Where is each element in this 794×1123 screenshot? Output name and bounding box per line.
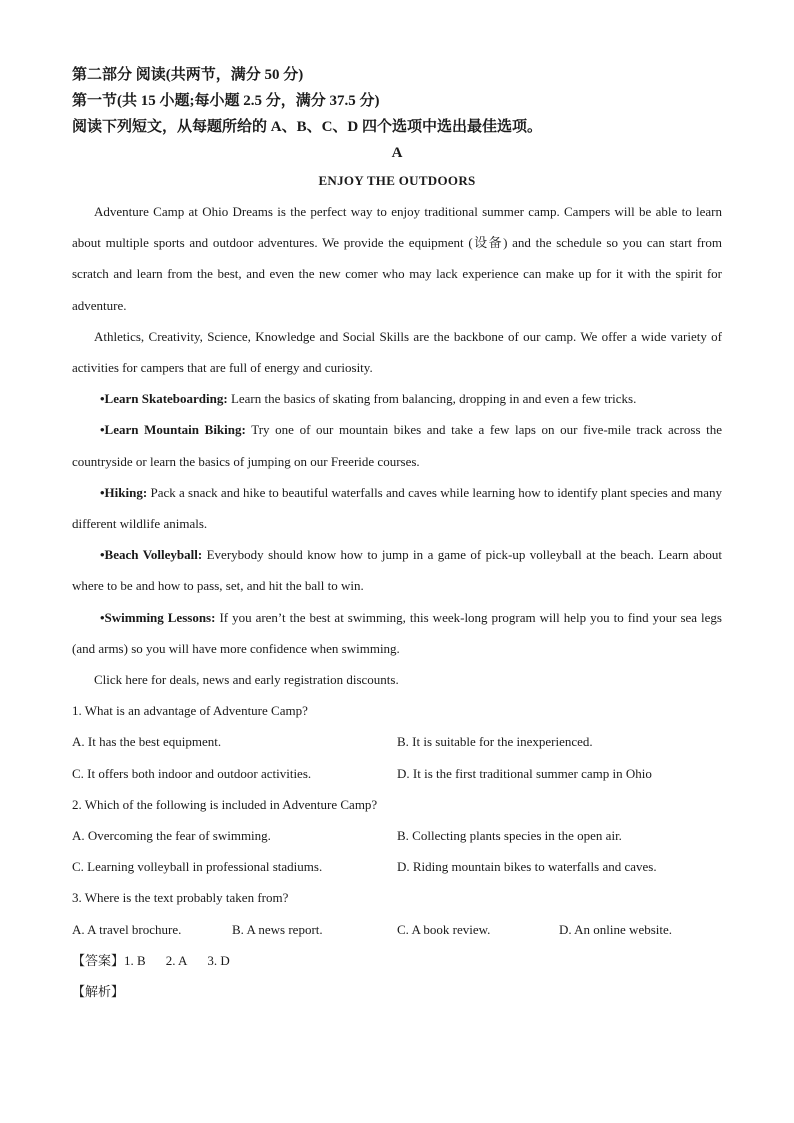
option-b: B. A news report. — [232, 921, 323, 937]
analysis-label: 【解析】 — [72, 984, 125, 1000]
instructions: 阅读下列短文，从每题所给的 A、B、C、D 四个选项中选出最佳选项。 — [72, 119, 543, 135]
question-2-options-row-1 — [72, 820, 722, 851]
activity-swimming-lessons — [72, 602, 722, 664]
answer-1: 1. B — [124, 952, 146, 968]
activity-heading: •Swimming Lessons: — [100, 609, 216, 625]
question-2-stem: 2. Which of the following is included in Adventure Camp? — [72, 796, 378, 812]
activity-heading: •Beach Volleyball: — [100, 547, 203, 563]
activity-heading: •Learn Mountain Biking: — [100, 422, 246, 438]
answer-3: 3. D — [207, 952, 230, 968]
activity-heading: •Hiking: — [100, 484, 148, 500]
option-d: D. Riding mountain bikes to waterfalls and caves. — [397, 859, 657, 875]
activity-text: Pack a snack and hike to beautiful waterfalls and caves while learning how to identify plant species and many different wildlife animals. — [72, 484, 722, 532]
activity-mountain-biking — [72, 414, 722, 476]
question-1-stem: 1. What is an advantage of Adventure Camp? — [72, 703, 308, 719]
subsection-heading: 第一节(共 15 小题;每小题 2.5 分，满分 37.5 分) — [72, 93, 380, 109]
document-page — [72, 62, 722, 1007]
option-c: C. A book review. — [397, 921, 491, 937]
activity-text: If you aren’t the best at swimming, this week-long program will help you to find your sea legs (and arms) so you will have more confidence when swimming. — [72, 609, 722, 656]
option-a: A. It has the best equipment. — [72, 734, 222, 750]
passage-title: ENJOY THE OUTDOORS — [318, 173, 476, 188]
activity-hiking — [72, 477, 722, 539]
section-heading: 第二部分 阅读(共两节，满分 50 分) — [72, 67, 304, 83]
option-b: B. It is suitable for the inexperienced. — [397, 734, 593, 750]
option-d: D. It is the first traditional summer camp in Ohio — [397, 765, 652, 781]
answer-key — [72, 945, 722, 976]
answer-label: 【答案】 — [72, 952, 125, 968]
question-2-options-row-2 — [72, 851, 722, 882]
question-1-options-row-2 — [72, 758, 722, 789]
question-3-stem: 3. Where is the text probably taken from? — [72, 890, 289, 906]
option-b: B. Collecting plants species in the open air. — [397, 828, 622, 844]
question-3-options — [72, 914, 722, 945]
option-a: A. Overcoming the fear of swimming. — [72, 828, 271, 844]
option-d: D. An online website. — [559, 921, 673, 937]
activity-skateboarding — [72, 383, 722, 414]
activity-beach-volleyball — [72, 539, 722, 601]
option-a: A. A travel brochure. — [72, 921, 182, 937]
passage-closing: Click here for deals, news and early registration discounts. — [94, 672, 399, 688]
passage-letter: A — [391, 145, 403, 161]
passage-paragraph-2: Athletics, Creativity, Science, Knowledge and Social Skills are the backbone of our camp. We offer a wide variety of activities for campers that are full of energy and curiosity. — [72, 328, 722, 376]
passage-paragraph-1: Adventure Camp at Ohio Dreams is the perfect way to enjoy traditional summer camp. Campers will be able to learn about multiple sports and outdoor adventures. We provide the equipment (设备) and the schedule so you can start from scratch and learn from the best, and even the new comer who may lack experience can make up for it with the spirit for adventure. — [72, 204, 722, 313]
option-c: C. It offers both indoor and outdoor activities. — [72, 765, 312, 781]
activity-text: Try one of our mountain bikes and take a few laps on our five-mile track across the countryside or learn the basics of jumping on our Freeride courses. — [72, 422, 723, 469]
activity-text: Learn the basics of skating from balancing, dropping in and even a few tricks. — [227, 391, 637, 407]
activity-text: Everybody should know how to jump in a game of pick-up volleyball at the beach. Learn about where to be and how to pass, set, and hit the ball to win. — [72, 547, 722, 594]
activity-heading: •Learn Skateboarding: — [100, 391, 228, 407]
option-c: C. Learning volleyball in professional stadiums. — [72, 859, 323, 875]
answer-2: 2. A — [165, 952, 188, 968]
question-1-options-row-1 — [72, 726, 722, 757]
